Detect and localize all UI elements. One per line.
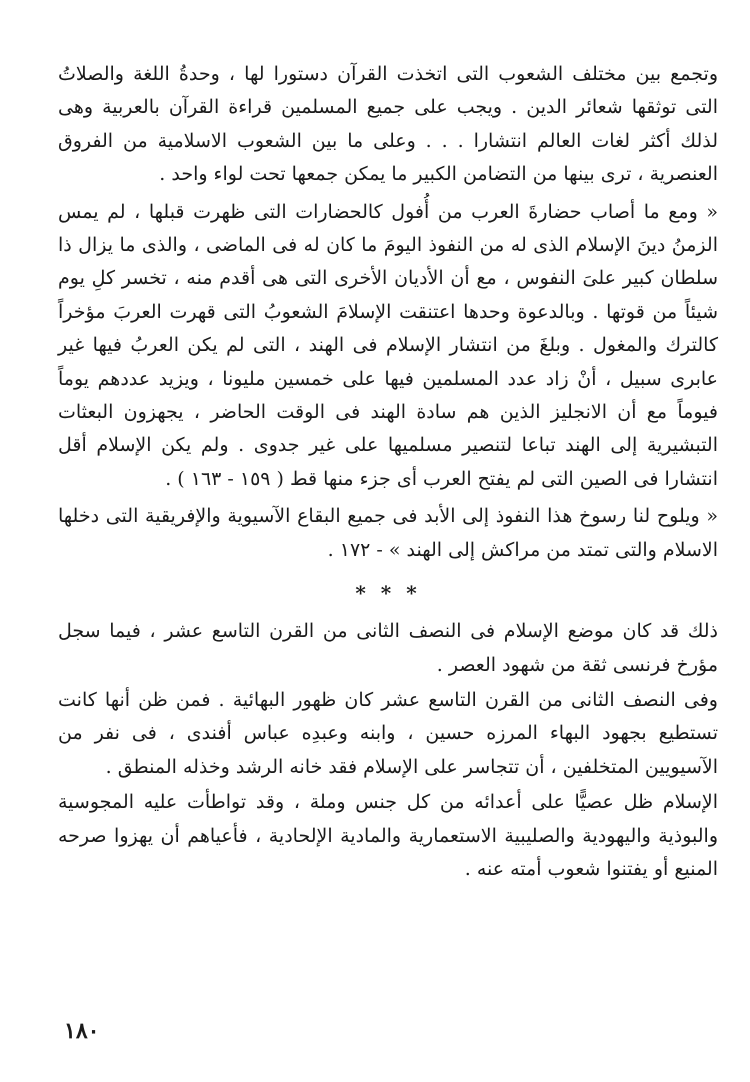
page-body — [58, 58, 718, 888]
section-separator: * * * — [355, 581, 421, 606]
paragraph-6: الإسلام ظل عصيًّا على أعدائه من كل جنس وملة ، وقد تواطأت عليه المجوسية والبوذية واليهودية والصليبية الاستعمارية والمادية الإلحادية ، فأعياهم أن يهزوا صرحه المنيع أو يفتنوا شعوب أمته عنه . — [58, 791, 718, 880]
paragraph-4: ذلك قد كان موضع الإسلام فى النصف الثانى من القرن التاسع عشر ، فيما سجل مؤرخ فرنسى ثقة من شهود العصر . — [58, 620, 718, 676]
page-number: ١٨٠ — [64, 1018, 100, 1044]
paragraph-5: وفى النصف الثانى من القرن التاسع عشر كان ظهور البهائية . فمن ظن أنها كانت تستطيع بجهود البهاء المرزه حسين ، وابنه وعبدِه عباس أفندى ، فى نفر من الآسيويين المتخلفين ، أن تتجاسر على الإسلام فقد خانه الرشد وخذله المنطق . — [58, 688, 718, 778]
paragraph-3-quote: « ويلوح لنا رسوخ هذا النفوذ إلى الأبد فى جميع البقاع الآسيوية والإفريقية التى دخلها الاسلام والتى تمتد من مراكش إلى الهند » - ١٧٢ . — [58, 505, 718, 561]
paragraph-2-quote: « ومع ما أصاب حضارةَ العرب من أُفول كالحضارات التى ظهرت قبلها ، لم يمس الزمنُ دينَ الإسلام الذى له من النفوذ اليومَ ما كان له فى الماضى ، والذى ما يزال ذا سلطان كبير علىَ النفوس ، مع أن الأديان الأخرى التى هى أقدم منه ، تخسر كلِ يوم شيئاً من قوتها . وبالدعوة وحدها اعتنقت الإسلامَ الشعوبُ التى قهرت العربَ مؤخراً كالترك والمغول . وبلغَ من انتشار الإسلام فى الهند ، التى لم يكن العربُ فيها غير عابرى سبيل ، أنْ زاد عدد المسلمين فيها على خمسين مليونا ، ويزيد عددهم يوماً فيوماً مع أن الانجليز الذين هم سادة الهند فى الوقت الحاضر ، يجهزون البعثات التبشيرية إلى الهند تباعا لتنصير مسلميها على غير جدوى . ولم يكن الإسلام أقل انتشارا فى الصين التى لم يفتح العرب أى جزء منها قط ( ١٥٩ - ١٦٣ ) . — [58, 200, 718, 490]
paragraph-1: وتجمع بين مختلف الشعوب التى اتخذت القرآن دستورا لها ، وحدةُ اللغة والصلاتُ التى توثقها شعائر الدين . ويجب على جميع المسلمين قراءة القرآن بالعربية وهى لذلك أكثر لغات العالم انتشارا . . . وعلى ما بين الشعوب الاسلامية من الفروق العنصرية ، ترى بينها من التضامن الكبير ما يمكن جمعها تحت لواء واحد . — [58, 63, 718, 186]
